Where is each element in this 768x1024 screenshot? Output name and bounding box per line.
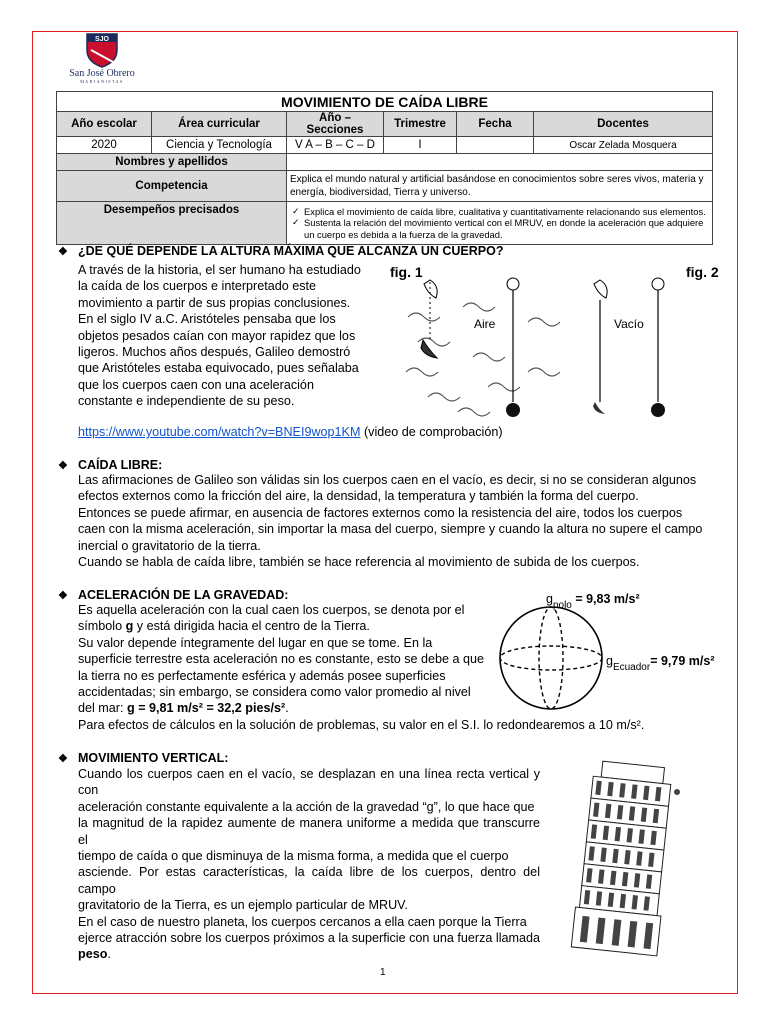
fig2-label: fig. 2 — [686, 264, 719, 280]
text-line: la caída de los cuerpos e interpretado este — [78, 279, 317, 294]
section-heading-aceleracion: ❖ ACELERACIÓN DE LA GRAVEDAD: — [58, 588, 289, 602]
text-line: superficie terrestre esta aceleración no es constante, esto se debe a que — [78, 652, 485, 667]
ball-icon — [506, 403, 520, 417]
page-title: MOVIMIENTO DE CAÍDA LIBRE — [57, 92, 713, 112]
ball-icon — [652, 278, 664, 290]
text-line: peso. — [78, 947, 111, 962]
col-año-escolar: Año escolar — [57, 112, 152, 137]
vacio-label: Vacío — [614, 317, 644, 331]
bullet-diamond-icon: ❖ — [58, 460, 68, 472]
text-line: ligeros. Muchos años después, Galileo demostró — [78, 345, 351, 360]
school-logo — [62, 32, 142, 90]
ball-icon — [651, 403, 665, 417]
desempenos-label: Desempeños precisados — [57, 202, 287, 245]
g-polo-label: $g_{polo} = 9,83$ m/s² — [546, 592, 640, 611]
text-line: Su valor depende íntegramente del lugar en que se tome. En la — [78, 635, 433, 650]
feather-icon — [594, 280, 607, 298]
g-ecuador-label: $g_{Ecuador}= 9,79$ m/s² — [606, 654, 715, 673]
shield-icon — [85, 32, 119, 68]
val-area-curricular: Ciencia y Tecnología — [152, 137, 287, 154]
text-line: accidentadas; sin embargo, se considera como valor promedio al nivel — [78, 685, 471, 700]
earth-globe-figure — [498, 586, 730, 714]
text-line: En el siglo IV a.C. Aristóteles pensaba que los — [78, 312, 336, 327]
text-line: Las afirmaciones de Galileo son válidas sin los cuerpos caen en el vacío, es decir, si no se consideran algunos — [78, 473, 697, 487]
bullet-diamond-icon: ❖ — [58, 590, 68, 602]
text-line: la magnitud de la rapidez aumente de manera uniforme a medida que transcurre el — [78, 816, 540, 847]
text-line: del mar: g = 9,81 m/s² = 32,2 pies/s². — [78, 701, 289, 716]
desempenos-list — [287, 202, 713, 245]
desempeno-item: ✓ Sustenta la relación del movimiento vertical con el MRUV, en donde la aceleración que adquiere un cuerpo es debida a la fuerza de la gravedad. — [290, 217, 709, 240]
val-año-secciones: V A – B – C – D — [287, 137, 384, 154]
bullet-diamond-icon: ❖ — [58, 753, 68, 765]
svg-text:SJO: SJO — [94, 36, 110, 43]
s4-paragraph — [78, 766, 540, 963]
text-line: caen con la misma aceleración, sin importar la masa del cuerpo, siempre y cuando la altura no supere el campo — [78, 522, 703, 537]
s3-last-line: Para efectos de cálculos en la solución de problemas, su valor en el S.I. lo redondearemos a 10 m/s². — [78, 718, 645, 732]
section-heading-altura: ❖ ¿DE QUÉ DEPENDE LA ALTURA MÁXIMA QUE ALCANZA UN CUERPO? — [58, 244, 504, 258]
page-number: 1 — [380, 967, 386, 978]
col-fecha: Fecha — [457, 112, 534, 137]
col-area-curricular: Área curricular — [152, 112, 287, 137]
val-año-escolar: 2020 — [57, 137, 152, 154]
s3-paragraph — [78, 602, 488, 717]
text-line: que Aristóteles estaba equivocado, pues señalaba — [78, 361, 359, 376]
competencia-text: Explica el mundo natural y artificial basándose en conocimientos sobre seres vivos, materia y energía, biodiversidad, Tierra y universo. — [287, 171, 713, 202]
falling-bodies-figure — [378, 262, 723, 432]
video-link[interactable]: https://www.youtube.com/watch?v=BNEI9wop1KM — [78, 425, 361, 439]
feather-icon — [424, 280, 437, 298]
text-line: efectos externos como la fricción del aire, la densidad, la temperatura y también la forma del cuerpo. — [78, 489, 639, 504]
val-fecha — [457, 137, 534, 154]
video-note: (video de comprobación) — [360, 425, 503, 439]
text-line: Cuando los cuerpos caen en el vacío, se desplazan en una línea recta vertical y con — [78, 767, 540, 798]
col-trimestre: Trimestre — [384, 112, 457, 137]
nombres-label: Nombres y apellidos — [57, 154, 287, 171]
val-docentes: Oscar Zelada Mosquera — [534, 137, 713, 154]
fig1-label: fig. 1 — [390, 264, 423, 280]
section-heading-caida-libre: ❖ CAÍDA LIBRE: — [58, 458, 163, 472]
header-table — [56, 91, 713, 245]
aire-label: Aire — [474, 317, 496, 331]
text-line: que los cuerpos caen con una aceleración — [78, 377, 314, 392]
text-line: inercial o gravitatorio de la tierra. — [78, 538, 261, 553]
text-line: gravitatorio de la Tierra, es un ejemplo particular de MRUV. — [78, 898, 408, 913]
s1-paragraph — [78, 262, 370, 410]
text-line: A través de la historia, el ser humano ha estudiado — [78, 263, 361, 277]
text-line: Cuando se habla de caída libre, también se hace referencia al movimiento de subida de los cuerpos. — [78, 555, 640, 570]
text-line: Entonces se puede afirmar, en ausencia de factores externos como la resistencia del aire, todos los cuerpos — [78, 505, 683, 520]
logo-name: San José Obrero — [69, 68, 135, 79]
col-año-secciones: Año – Secciones — [287, 112, 384, 137]
competencia-label: Competencia — [57, 171, 287, 202]
val-trimestre: I — [384, 137, 457, 154]
logo-subtitle: MARIANISTAS — [80, 79, 124, 84]
s2-paragraph — [78, 472, 718, 570]
text-line: objetos pesados caían con mayor rapidez que los — [78, 328, 356, 343]
ball-icon — [674, 789, 680, 795]
desempeno-item: ✓ Explica el movimiento de caída libre, cualitativa y cuantitativamente relacionando sus elementos. — [290, 206, 709, 218]
section-heading-movimiento-vertical: ❖ MOVIMIENTO VERTICAL: — [58, 751, 229, 765]
text-line: aceleración constante equivalente a la acción de la gravedad “g”, lo que hace que — [78, 799, 535, 814]
feather-icon — [593, 402, 605, 414]
col-docentes: Docentes — [534, 112, 713, 137]
text-line: constante e independiente de su peso. — [78, 394, 295, 409]
text-line: ejerce atracción sobre los cuerpos próximos a la superficie con una fuerza llamada — [78, 931, 541, 946]
text-line: símbolo g y está dirigida hacia el centro de la Tierra. — [78, 619, 370, 634]
bullet-diamond-icon: ❖ — [58, 246, 68, 258]
pisa-tower-illustration — [545, 752, 695, 964]
text-line: la tierra no es perfectamente esférica y además posee superficies — [78, 668, 446, 683]
text-line: movimiento a partir de sus propias conclusiones. — [78, 295, 351, 310]
ball-icon — [507, 278, 519, 290]
text-line: En el caso de nuestro planeta, los cuerpos cercanos a ella caen porque la Tierra — [78, 914, 527, 929]
text-line: asciende. Por estas características, la caída libre de los cuerpos, dentro del campo — [78, 865, 540, 896]
text-line: Es aquella aceleración con la cual caen los cuerpos, se denota por el — [78, 603, 465, 617]
text-line: tiempo de caída o que disminuya de la misma forma, a medida que el cuerpo — [78, 849, 509, 864]
video-link-line — [78, 424, 503, 440]
nombres-field[interactable] — [287, 154, 713, 171]
